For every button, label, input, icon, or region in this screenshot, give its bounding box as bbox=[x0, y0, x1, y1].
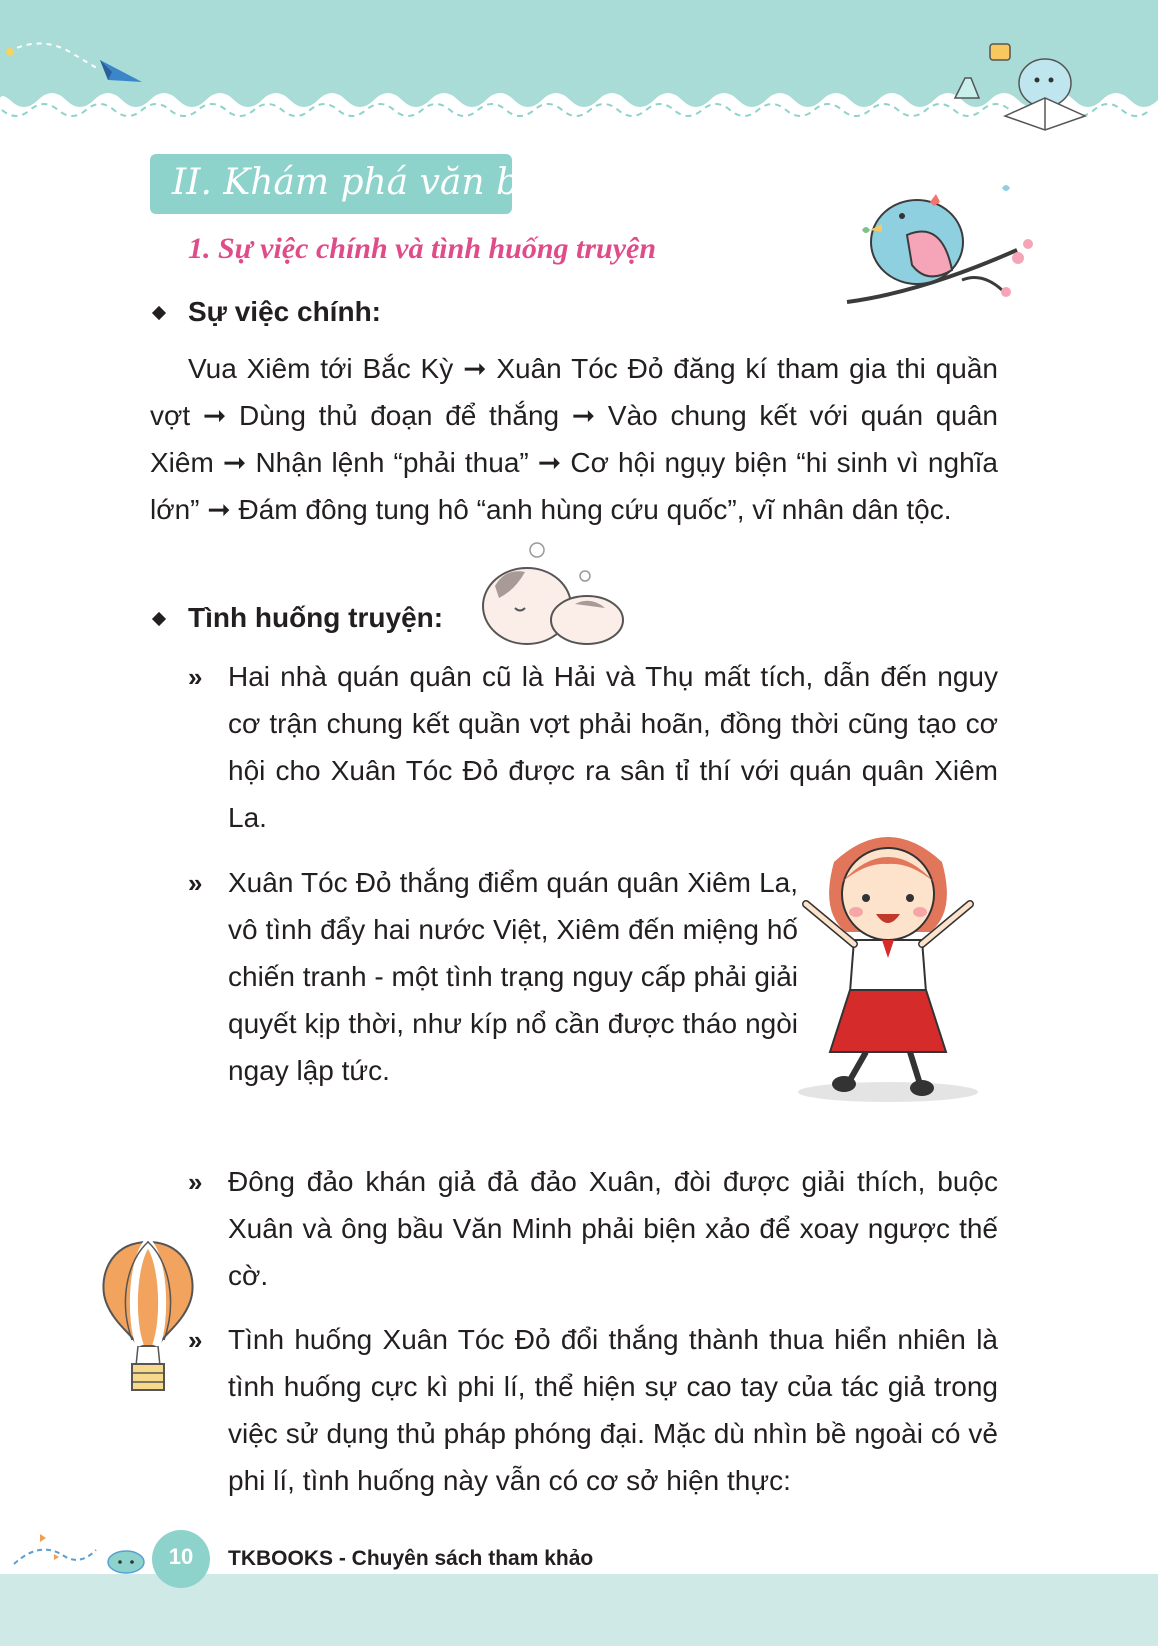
subsection-title: 1. Sự việc chính và tình huống truyện bbox=[188, 232, 657, 265]
main-events-heading: Sự việc chính: bbox=[188, 296, 381, 327]
item-marker-1: » bbox=[188, 662, 203, 692]
girl-icon bbox=[770, 822, 1015, 1104]
main-events-body: Vua Xiêm tới Bắc Kỳ ➞ Xuân Tóc Đỏ đăng kí tham gia thi quần vợt ➞ Dùng thủ đoạn để thắng ➞ Vào chung kết với quán quân Xiêm ➞ Nhận lệnh “phải thua” ➞ Cơ hội ngụy biện “hi sinh vì nghĩa lớn” ➞ Đám đông tung hô “anh hùng cứu quốc”, vĩ nhân dân tộc. bbox=[150, 353, 998, 525]
item-marker-2: » bbox=[188, 868, 203, 898]
hot-air-balloon-icon bbox=[98, 1240, 198, 1396]
paper-plane-icon bbox=[0, 30, 150, 90]
page-number: 10 bbox=[168, 1544, 194, 1569]
publisher-label: TKBOOKS - Chuyên sách tham khảo bbox=[228, 1547, 594, 1570]
situation-heading: Tình huống truyện: bbox=[188, 602, 444, 633]
situation-item-4: Tình huống Xuân Tóc Đỏ đổi thắng thành thua hiển nhiên là tình huống cực kì phi lí, thể hiện sự cao tay của tác giả trong việc sử dụng thủ pháp phóng đại. Mặc dù nhìn bề ngoài có vẻ phi lí, tình huống này vẫn có cơ sở hiện thực: bbox=[228, 1324, 998, 1496]
bullet-situation bbox=[152, 612, 166, 626]
situation-item-3: Đông đảo khán giả đả đảo Xuân, đòi được giải thích, buộc Xuân và ông bầu Văn Minh phải biện xảo để xoay ngược thế cờ. bbox=[228, 1166, 998, 1291]
cloud-icon bbox=[10, 1520, 152, 1576]
cat-icon bbox=[475, 538, 635, 648]
section-title: II. Khám phá văn bản bbox=[172, 162, 564, 203]
item-marker-4: » bbox=[188, 1325, 203, 1355]
bird-icon bbox=[842, 180, 1042, 315]
bullet-main-events bbox=[152, 306, 166, 320]
item-marker-3: » bbox=[188, 1167, 203, 1197]
student-reading-icon bbox=[945, 38, 1095, 133]
situation-item-2: Xuân Tóc Đỏ thắng điểm quán quân Xiêm La, vô tình đẩy hai nước Việt, Xiêm đến miệng hố chiến tranh - một tình trạng nguy cấp phải giải quyết kịp thời, như kíp nổ cần được tháo ngòi ngay lập tức. bbox=[228, 867, 798, 1086]
situation-item-1: Hai nhà quán quân cũ là Hải và Thụ mất tích, dẫn đến nguy cơ trận chung kết quần vợt phải hoãn, đồng thời cũng tạo cơ hội cho Xuân Tóc Đỏ được ra sân tỉ thí với quán quân Xiêm La. bbox=[228, 661, 998, 833]
